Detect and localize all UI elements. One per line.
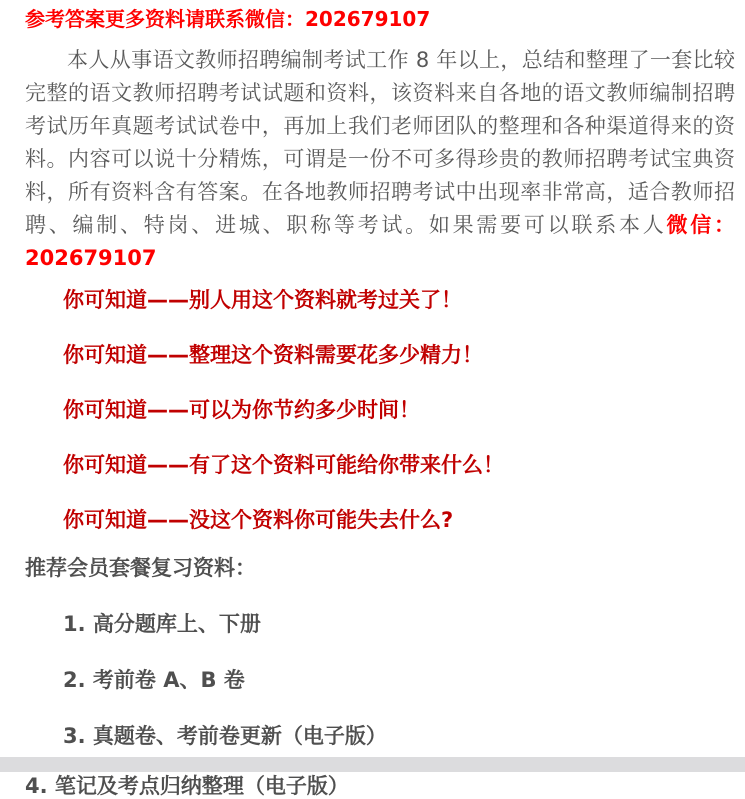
package-item-2: 2. 考前卷 A、B 卷 bbox=[63, 668, 245, 692]
slogan-line-5: 你可知道——没这个资料你可能失去什么? bbox=[63, 508, 454, 532]
slogan-line-1: 你可知道——别人用这个资料就考过关了！ bbox=[63, 288, 462, 312]
intro-paragraph bbox=[25, 44, 735, 275]
intro-paragraph-text: 本人从事语文教师招聘编制考试工作 8 年以上，总结和整理了一套比较完整的语文教师招聘考试试题和资料，该资料来自各地的语文教师编制招聘考试历年真题考试试卷中，再加上我们老师团队的整理和各种渠道得来的资料。内容可以说十分精炼，可谓是一份不可多得珍贵的教师招聘考试宝典资料，所有资料含有答案。在各地教师招聘考试中出现率非常高，适合教师招聘、编制、特岗、进城、职称等考试。如果需要可以联系本人 bbox=[25, 48, 735, 237]
wechat-number-highlight: 微信：202679107 bbox=[25, 213, 736, 270]
slogan-line-2: 你可知道——整理这个资料需要花多少精力！ bbox=[63, 343, 483, 367]
contact-header-line: 参考答案更多资料请联系微信：202679107 bbox=[25, 7, 431, 31]
slogan-line-4: 你可知道——有了这个资料可能给你带来什么！ bbox=[63, 453, 504, 477]
package-item-4: 4. 笔记及考点归纳整理（电子版） bbox=[25, 774, 349, 798]
recommend-heading: 推荐会员套餐复习资料： bbox=[25, 556, 256, 580]
slogan-line-3: 你可知道——可以为你节约多少时间！ bbox=[63, 398, 420, 422]
horizontal-scrollbar[interactable] bbox=[0, 757, 745, 772]
package-item-3: 3. 真题卷、考前卷更新（电子版） bbox=[63, 724, 387, 748]
package-item-1: 1. 高分题库上、下册 bbox=[63, 612, 261, 636]
